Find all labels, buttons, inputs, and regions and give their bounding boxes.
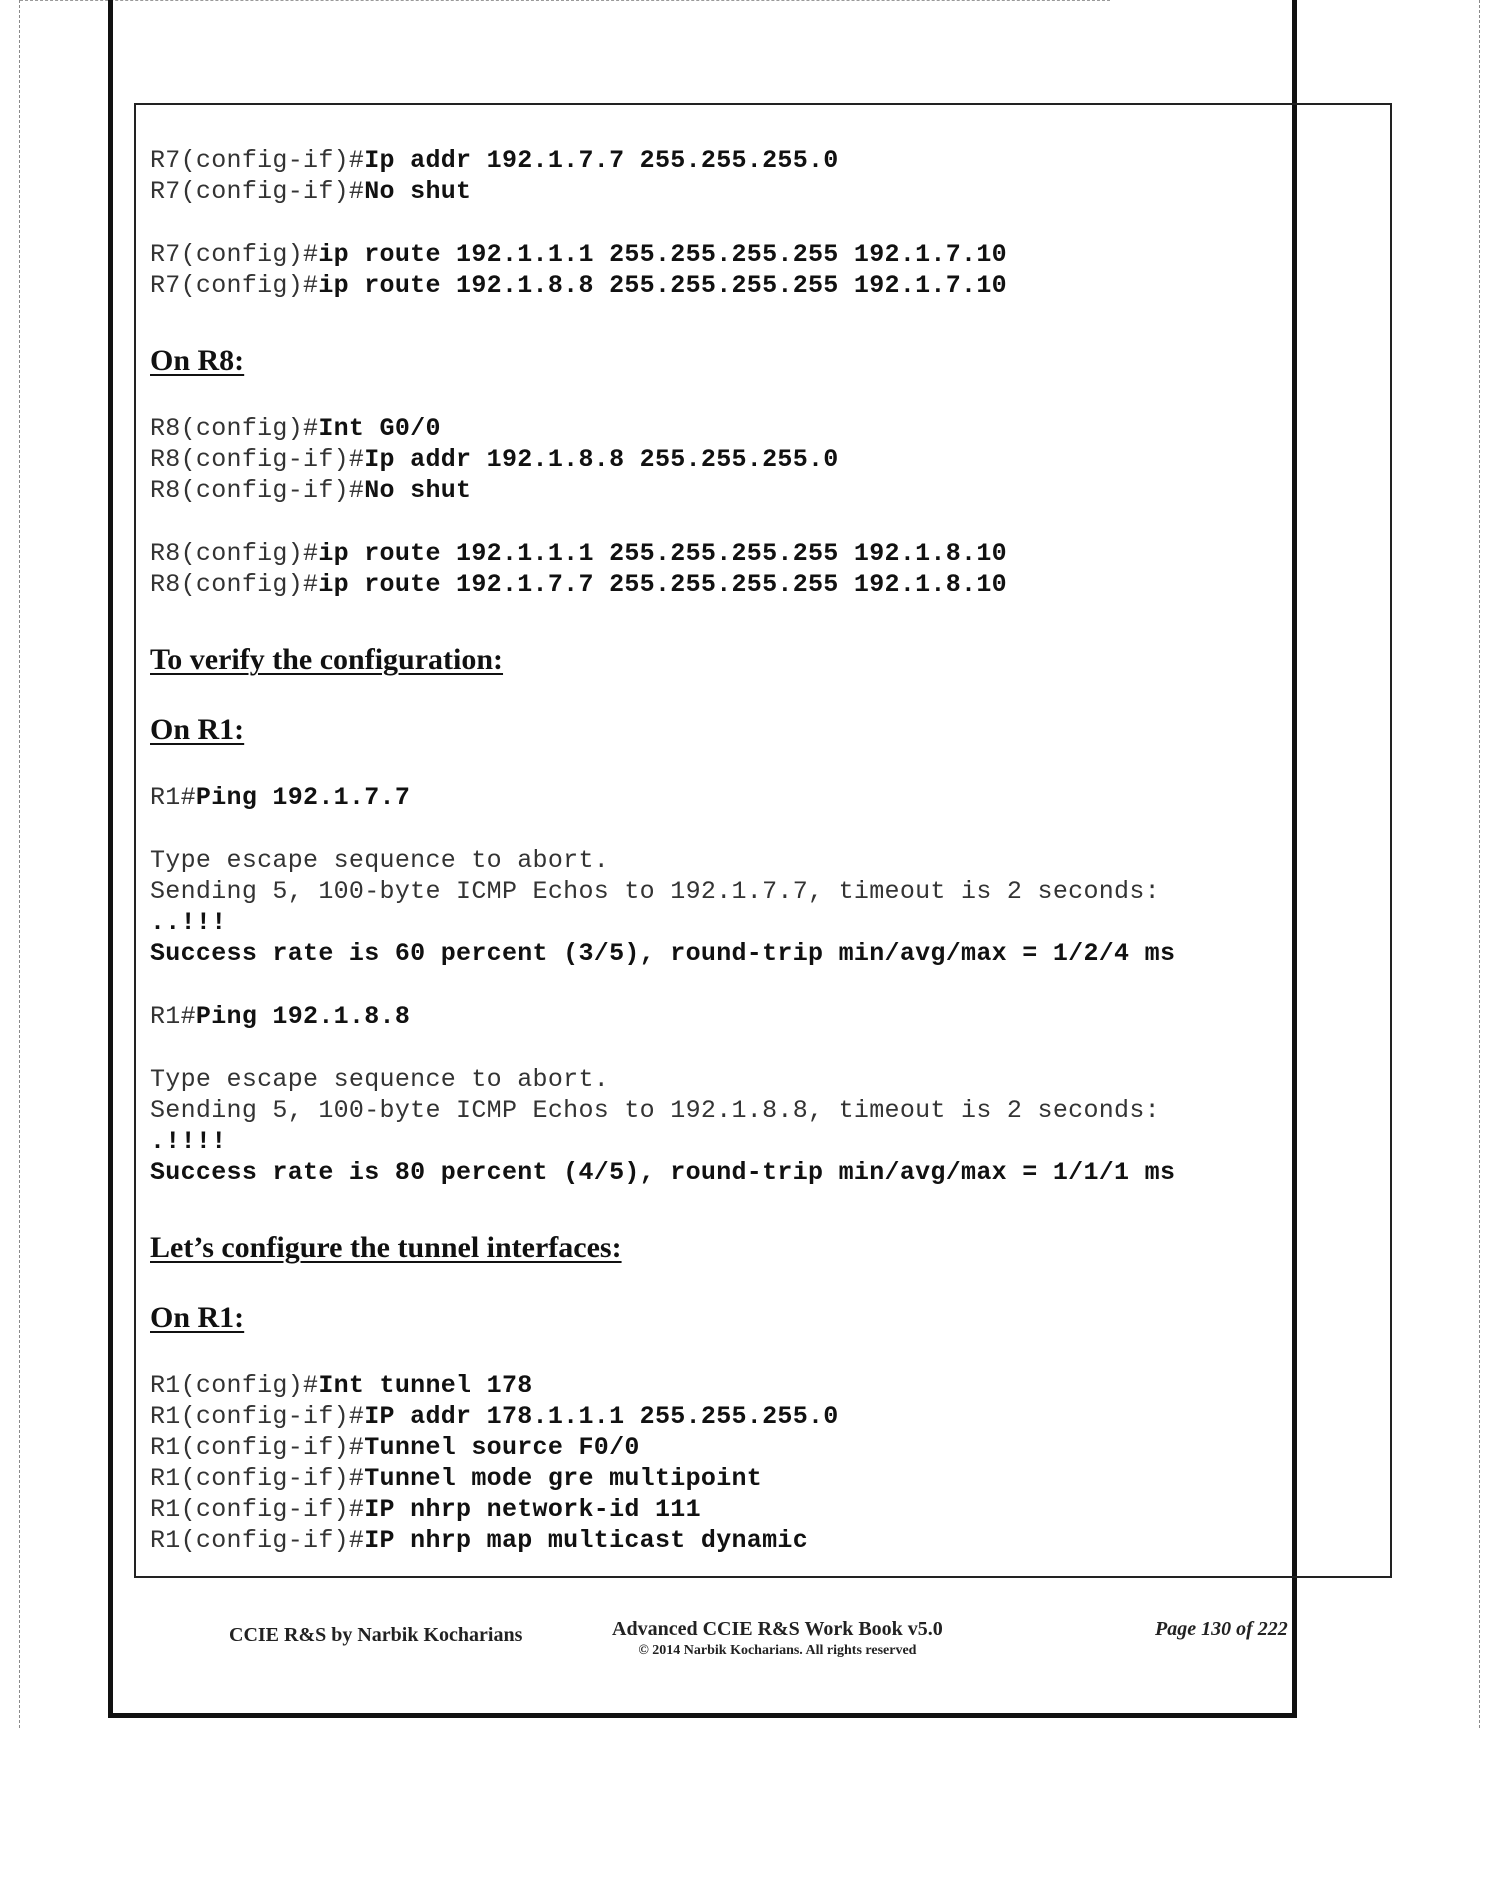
spacer <box>150 1032 1380 1064</box>
cli-output-line: Success rate is 80 percent (4/5), round-trip min/avg/max = 1/1/1 ms <box>150 1158 1176 1187</box>
cli-command-line <box>150 145 1380 176</box>
cli-command-line <box>150 270 1380 301</box>
section-heading: On R1: <box>150 1301 245 1334</box>
spacer <box>150 1188 1380 1220</box>
cli-output-line: Sending 5, 100-byte ICMP Echos to 192.1.7.7, timeout is 2 seconds: <box>150 877 1160 906</box>
cli-command-line <box>150 782 1380 813</box>
cli-command-line <box>150 1401 1380 1432</box>
cli-command: Ping 192.1.7.7 <box>195 783 411 812</box>
code-block <box>150 538 1380 600</box>
footer-author: CCIE R&S by Narbik Kocharians <box>229 1624 523 1646</box>
document-body <box>150 145 1380 1556</box>
cli-command-line <box>150 475 1380 506</box>
cli-command: ip route 192.1.1.1 255.255.255.255 192.1.7.10 <box>318 240 1007 269</box>
section-heading: On R1: <box>150 713 245 746</box>
footer-title-text: Advanced CCIE R&S Work Book v5.0 <box>612 1618 943 1640</box>
cli-command: No shut <box>364 177 472 206</box>
scan-edge-right <box>1479 0 1480 1728</box>
cli-output-line: Success rate is 60 percent (3/5), round-trip min/avg/max = 1/2/4 ms <box>150 939 1176 968</box>
cli-command-line <box>150 413 1380 444</box>
footer-book-title <box>612 1618 943 1659</box>
command-output-block <box>150 1064 1380 1188</box>
cli-prompt: R1(config-if)# <box>150 1526 365 1555</box>
cli-output-line: .!!!! <box>150 1127 227 1156</box>
cli-command: Tunnel mode gre multipoint <box>364 1464 763 1493</box>
cli-command: Ip addr 192.1.7.7 255.255.255.0 <box>364 146 839 175</box>
cli-prompt: R1(config-if)# <box>150 1402 365 1431</box>
cli-command-line <box>150 1494 1380 1525</box>
cli-prompt: R1(config-if)# <box>150 1495 365 1524</box>
cli-command-line <box>150 1432 1380 1463</box>
section-heading: Let’s configure the tunnel interfaces: <box>150 1231 622 1264</box>
spacer <box>150 969 1380 1001</box>
cli-prompt: R8(config-if)# <box>150 445 365 474</box>
spacer <box>150 506 1380 538</box>
cli-command-line <box>150 444 1380 475</box>
cli-command: IP nhrp network-id 111 <box>364 1495 701 1524</box>
cli-prompt: R7(config-if)# <box>150 177 365 206</box>
cli-output-line: Type escape sequence to abort. <box>150 846 610 875</box>
cli-command: Tunnel source F0/0 <box>364 1433 640 1462</box>
cli-prompt: R7(config)# <box>150 271 319 300</box>
code-block <box>150 1370 1380 1556</box>
cli-prompt: R1# <box>150 783 196 812</box>
cli-command: ip route 192.1.1.1 255.255.255.255 192.1.8.10 <box>318 539 1007 568</box>
cli-prompt: R8(config)# <box>150 570 319 599</box>
cli-prompt: R1(config-if)# <box>150 1464 365 1493</box>
cli-command: ip route 192.1.7.7 255.255.255.255 192.1.8.10 <box>318 570 1007 599</box>
cli-output-line: Type escape sequence to abort. <box>150 1065 610 1094</box>
command-output-block <box>150 845 1380 969</box>
cli-command: ip route 192.1.8.8 255.255.255.255 192.1.7.10 <box>318 271 1007 300</box>
content-box <box>134 103 1392 1578</box>
cli-output-line: ..!!! <box>150 908 227 937</box>
footer-copyright: © 2014 Narbik Kocharians. All rights reserved <box>638 1643 917 1658</box>
cli-command-line <box>150 1001 1380 1032</box>
cli-prompt: R1# <box>150 1002 196 1031</box>
cli-command: Ping 192.1.8.8 <box>195 1002 411 1031</box>
code-block <box>150 782 1380 813</box>
cli-command-line <box>150 538 1380 569</box>
cli-command-line <box>150 176 1380 207</box>
spacer <box>150 207 1380 239</box>
code-block <box>150 145 1380 207</box>
scan-edge-left <box>19 0 20 1728</box>
cli-command: Int G0/0 <box>318 414 441 443</box>
cli-prompt: R8(config)# <box>150 539 319 568</box>
cli-command: Ip addr 192.1.8.8 255.255.255.0 <box>364 445 839 474</box>
cli-prompt: R8(config-if)# <box>150 476 365 505</box>
cli-command-line <box>150 1463 1380 1494</box>
page-number: Page 130 of 222 <box>1155 1618 1288 1640</box>
cli-command-line <box>150 239 1380 270</box>
code-block <box>150 239 1380 301</box>
cli-command: Int tunnel 178 <box>318 1371 533 1400</box>
cli-prompt: R7(config-if)# <box>150 146 365 175</box>
cli-prompt: R1(config-if)# <box>150 1433 365 1462</box>
section-heading: On R8: <box>150 344 245 377</box>
cli-prompt: R8(config)# <box>150 414 319 443</box>
spacer <box>150 813 1380 845</box>
cli-command: IP nhrp map multicast dynamic <box>364 1526 809 1555</box>
spacer <box>150 600 1380 632</box>
cli-output-line: Sending 5, 100-byte ICMP Echos to 192.1.8.8, timeout is 2 seconds: <box>150 1096 1160 1125</box>
cli-command-line <box>150 569 1380 600</box>
cli-command-line <box>150 1370 1380 1401</box>
cli-command: IP addr 178.1.1.1 255.255.255.0 <box>364 1402 839 1431</box>
cli-prompt: R7(config)# <box>150 240 319 269</box>
cli-prompt: R1(config)# <box>150 1371 319 1400</box>
spacer <box>150 301 1380 333</box>
cli-command-line <box>150 1525 1380 1556</box>
code-block <box>150 1001 1380 1032</box>
code-block <box>150 413 1380 506</box>
cli-command: No shut <box>364 476 472 505</box>
section-heading: To verify the configuration: <box>150 643 504 676</box>
